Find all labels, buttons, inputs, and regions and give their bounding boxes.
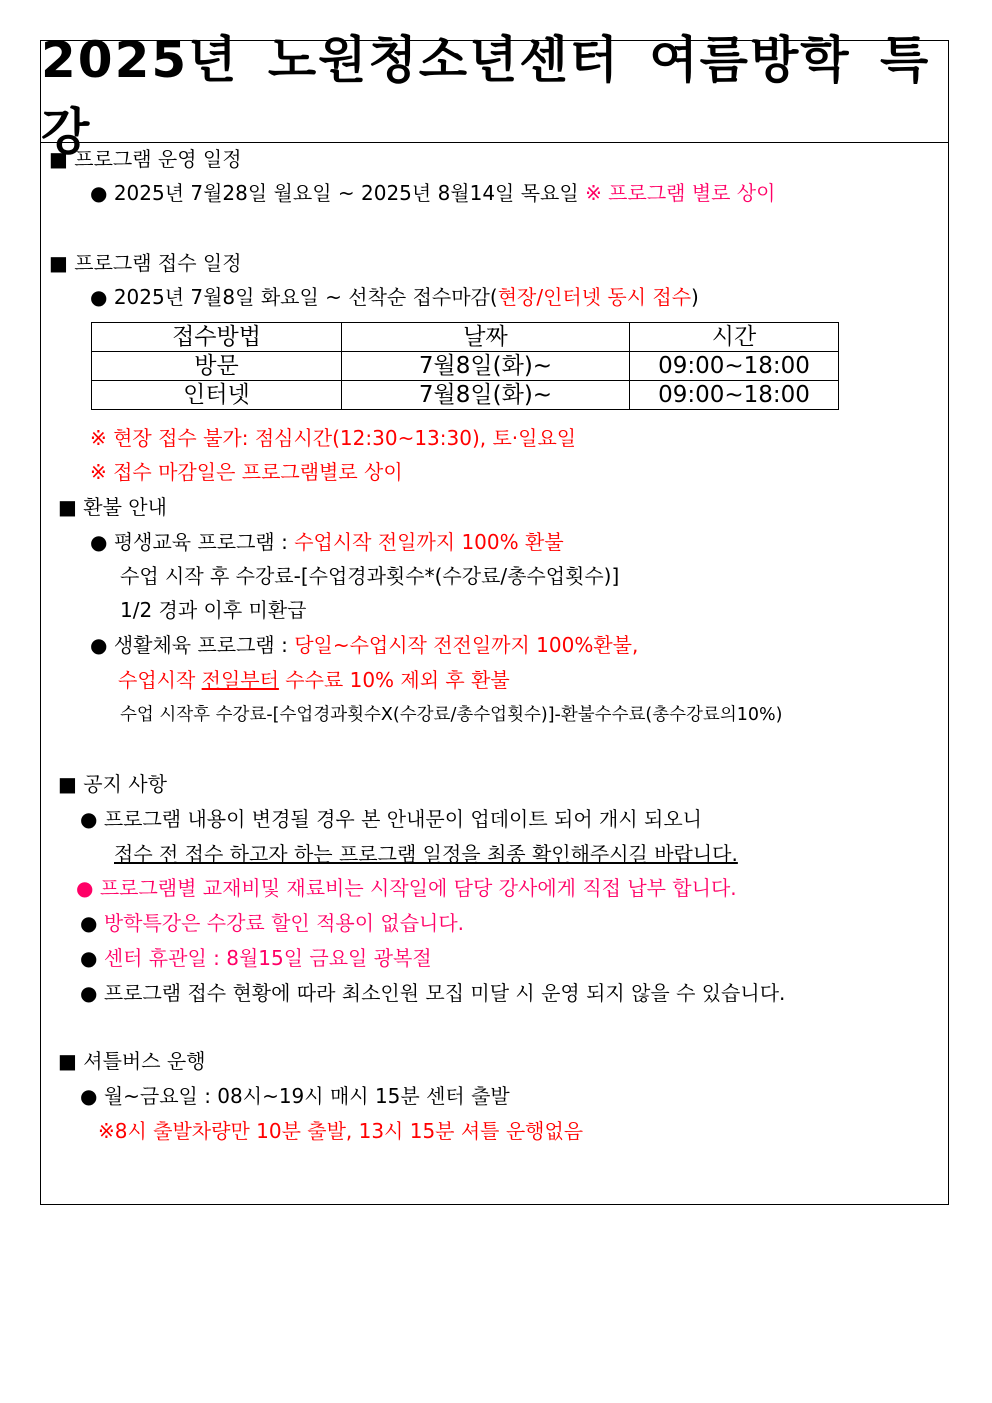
- table-cell: 인터넷: [92, 381, 342, 410]
- bullet-icon: ●: [80, 1084, 98, 1108]
- registration-item: [90, 284, 699, 310]
- bullet-icon: ●: [80, 946, 98, 970]
- bullet-icon: ●: [90, 633, 108, 657]
- refund-sports-fee-a: 수업시작: [118, 668, 202, 692]
- section-heading-shuttle: ■ 셔틀버스 운행: [58, 1049, 206, 1073]
- table-cell: 7월8일(화)~: [342, 352, 630, 381]
- shuttle-item: [80, 1083, 510, 1109]
- section-heading-schedule: ■ 프로그램 운영 일정: [49, 147, 242, 171]
- paren-close: ): [691, 285, 699, 309]
- table-header: 접수방법: [92, 323, 342, 352]
- refund-sports-label: 생활체육 프로그램 :: [113, 633, 295, 657]
- bullet-icon: ●: [76, 876, 94, 900]
- table-cell: 09:00~18:00: [630, 381, 839, 410]
- notice-text-4: 센터 휴관일 : 8월15일 금요일 광복절: [103, 946, 432, 970]
- refund-sports-policy: 당일~수업시작 전전일까지 100%환불,: [294, 633, 639, 657]
- registration-text: 2025년 7월8일 화요일 ~ 선착순 접수마감: [113, 285, 490, 309]
- refund-sports-fee-line: [118, 667, 510, 693]
- paren-open: (: [489, 285, 498, 309]
- section-heading-registration: ■ 프로그램 접수 일정: [49, 251, 242, 275]
- table-cell: 09:00~18:00: [630, 352, 839, 381]
- refund-sports-formula: 수업 시작후 수강료-[수업경과횟수X(수강료/총수업횟수)]-환불수수료(총수강료의10%): [120, 705, 783, 725]
- registration-note: 현장/인터넷 동시 접수: [497, 285, 692, 309]
- refund-item-lifelong: [90, 529, 564, 555]
- notice-text-5: 프로그램 접수 현황에 따라 최소인원 모집 미달 시 운영 되지 않을 수 있습니다.: [103, 981, 786, 1005]
- notice-item-2: [76, 875, 737, 901]
- registration-note-1: ※ 현장 접수 불가: 점심시간(12:30~13:30), 토·일요일: [90, 426, 577, 450]
- table-header-row: [92, 323, 839, 352]
- page-title: 2025년 노원청소년센터 여름방학 특강: [41, 30, 931, 161]
- bullet-icon: ●: [90, 181, 108, 205]
- refund-item-sports: [90, 632, 638, 658]
- bullet-icon: ●: [90, 530, 108, 554]
- table-header: 시간: [630, 323, 839, 352]
- refund-lifelong-limit: 1/2 경과 이후 미환급: [120, 598, 307, 622]
- registration-note-2: ※ 접수 마감일은 프로그램별로 상이: [90, 460, 403, 484]
- registration-table: [91, 322, 839, 410]
- shuttle-note: ※8시 출발차량만 10분 출발, 13시 15분 셔틀 운행없음: [98, 1119, 584, 1143]
- notice-text-3: 방학특강은 수강료 할인 적용이 없습니다.: [103, 911, 465, 935]
- table-cell: 7월8일(화)~: [342, 381, 630, 410]
- bullet-icon: ●: [90, 285, 108, 309]
- bullet-icon: ●: [80, 911, 98, 935]
- notice-item-1: [80, 806, 702, 832]
- bullet-icon: ●: [80, 981, 98, 1005]
- notice-item-5: [80, 980, 785, 1006]
- table-cell: 방문: [92, 352, 342, 381]
- bullet-icon: ●: [80, 807, 98, 831]
- table-row: [92, 381, 839, 410]
- section-heading-notice: ■ 공지 사항: [58, 772, 167, 796]
- refund-sports-fee-b: 수수료 10% 제외 후 환불: [278, 668, 510, 692]
- schedule-note: ※ 프로그램 별로 상이: [585, 181, 776, 205]
- refund-lifelong-formula: 수업 시작 후 수강료-[수업경과횟수*(수강료/총수업횟수)]: [120, 564, 620, 588]
- table-row: [92, 352, 839, 381]
- schedule-item: [90, 180, 775, 206]
- notice-item-3: [80, 910, 464, 936]
- refund-sports-fee-underlined: 전일부터: [201, 668, 279, 692]
- refund-lifelong-policy: 수업시작 전일까지 100% 환불: [294, 530, 564, 554]
- section-heading-refund: ■ 환불 안내: [58, 495, 167, 519]
- refund-lifelong-label: 평생교육 프로그램 :: [113, 530, 295, 554]
- shuttle-text: 월~금요일 : 08시~19시 매시 15분 센터 출발: [103, 1084, 510, 1108]
- schedule-text: 2025년 7월28일 월요일 ~ 2025년 8월14일 목요일: [113, 181, 579, 205]
- table-header: 날짜: [342, 323, 630, 352]
- notice-text-2: 프로그램별 교재비및 재료비는 시작일에 담당 강사에게 직접 납부 합니다.: [99, 876, 737, 900]
- notice-text-1-line2: 접수 전 접수 하고자 하는 프로그램 일정을 최종 확인해주시길 바랍니다.: [114, 842, 738, 866]
- notice-text-1: 프로그램 내용이 변경될 경우 본 안내문이 업데이트 되어 개시 되오니: [103, 807, 702, 831]
- notice-item-4: [80, 945, 432, 971]
